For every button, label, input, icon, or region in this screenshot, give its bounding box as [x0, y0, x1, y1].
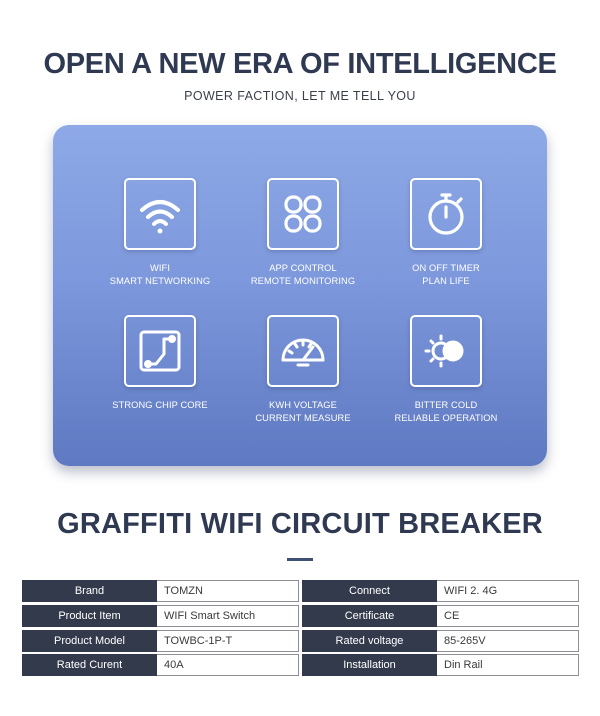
title-underline — [287, 558, 313, 561]
spec-value: TOWBC-1P-T — [157, 630, 299, 652]
wifi-icon — [124, 178, 196, 250]
spec-label: Rated Curent — [22, 654, 157, 676]
page-subheadline: POWER FACTION, LET ME TELL YOU — [184, 89, 416, 103]
feature-kwh-caption: KWH VOLTAGE CURRENT MEASURE — [255, 400, 351, 423]
feature-wifi — [80, 178, 240, 288]
spec-label: Certificate — [302, 605, 437, 627]
spec-value: WIFI 2. 4G — [437, 580, 579, 602]
spec-row-product-item — [22, 605, 299, 627]
spec-row-rated-voltage — [302, 630, 579, 652]
feature-timer — [366, 178, 526, 288]
spec-value: WIFI Smart Switch — [157, 605, 299, 627]
stopwatch-icon — [410, 178, 482, 250]
spec-value: TOMZN — [157, 580, 299, 602]
spec-label: Product Model — [22, 630, 157, 652]
spec-row-certificate — [302, 605, 579, 627]
spec-row-product-model — [22, 630, 299, 652]
spec-label: Installation — [302, 654, 437, 676]
feature-wifi-caption: WIFI SMART NETWORKING — [109, 263, 211, 286]
spec-row-rated-current — [22, 654, 299, 676]
gauge-icon — [267, 315, 339, 387]
app-grid-icon — [267, 178, 339, 250]
spec-label: Rated voltage — [302, 630, 437, 652]
spec-row-installation — [302, 654, 579, 676]
spec-value: Din Rail — [437, 654, 579, 676]
product-title: GRAFFITI WIFI CIRCUIT BREAKER — [57, 508, 543, 540]
sun-weather-icon — [410, 315, 482, 387]
spec-value: CE — [437, 605, 579, 627]
spec-row-brand — [22, 580, 299, 602]
feature-chip-caption: STRONG CHIP CORE — [112, 400, 208, 410]
spec-label: Product Item — [22, 605, 157, 627]
feature-app-control — [223, 178, 383, 288]
spec-value: 85-265V — [437, 630, 579, 652]
feature-timer-caption: ON OFF TIMER PLAN LIFE — [412, 263, 480, 286]
spec-label: Connect — [302, 580, 437, 602]
page-headline: OPEN A NEW ERA OF INTELLIGENCE — [43, 48, 557, 80]
spec-row-connect — [302, 580, 579, 602]
spec-label: Brand — [22, 580, 157, 602]
feature-bitter-cold — [366, 315, 526, 425]
feature-app-control-caption: APP CONTROL REMOTE MONITORING — [250, 263, 356, 286]
feature-chip — [80, 315, 240, 412]
features-panel — [53, 125, 547, 466]
chip-core-icon — [124, 315, 196, 387]
spec-value: 40A — [157, 654, 299, 676]
feature-bitter-cold-caption: BITTER COLD RELIABLE OPERATION — [394, 400, 498, 423]
feature-kwh — [223, 315, 383, 425]
